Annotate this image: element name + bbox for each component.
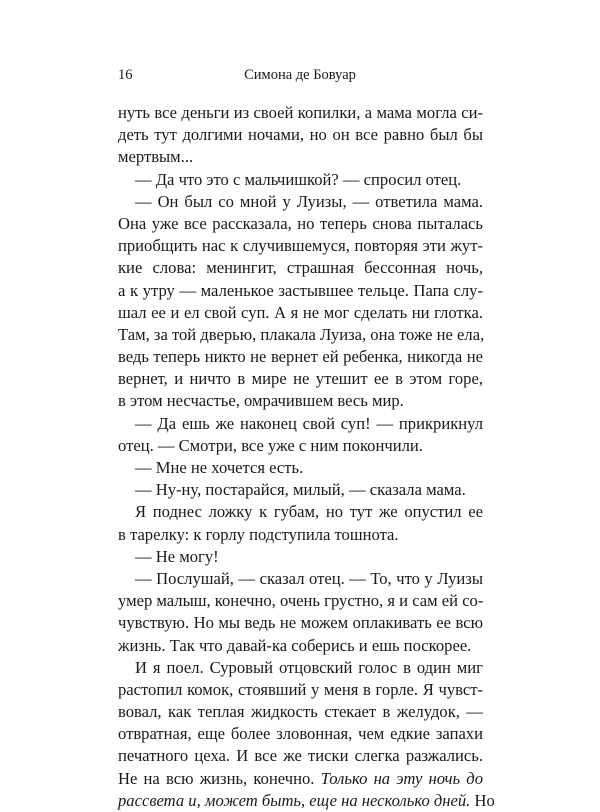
text-line: [118, 612, 483, 634]
text-line: [118, 257, 483, 279]
line-text: вернет, и ничто в мире не утешит ее в этом горе,: [118, 369, 483, 389]
line-text: нуть все деньги из своей копилки, а мама могла си-: [118, 103, 483, 122]
text-line: [118, 146, 483, 168]
text-line: [118, 701, 483, 723]
text-line: [118, 213, 483, 235]
line-text: — Да что это с мальчишкой? — спросил отец.: [135, 169, 462, 189]
line-text: Там, за той дверью, плакала Луиза, она тоже не ела,: [118, 324, 485, 344]
text-line: [118, 501, 483, 523]
line-text: отвратная, еще более зловонная, чем едкие запахи: [118, 724, 483, 744]
text-line: [118, 169, 483, 191]
line-text: в этом несчастье, омрачившем весь мир.: [118, 391, 404, 411]
running-title: Симона де Бовуар: [244, 67, 356, 83]
line-text: деть тут долгими ночами, но он все равно был бы: [118, 125, 483, 145]
text-line: [118, 745, 483, 767]
text-line: [118, 346, 483, 368]
text-line: [118, 768, 483, 790]
text-line: [118, 324, 483, 346]
text-line: [118, 457, 483, 479]
text-line: [118, 191, 483, 213]
text-line: [118, 657, 483, 679]
text-line: [118, 546, 483, 568]
line-text: кие слова: менингит, страшная бессонная ночь,: [118, 258, 483, 278]
line-text: Не на всю жизнь, конечно.: [118, 768, 321, 788]
line-text: приобщить нас к случившемуся, повторяя эти жут-: [118, 236, 483, 256]
line-text: Я поднес ложку к губам, но тут же опустил ее: [135, 502, 483, 522]
text-line: [118, 390, 483, 412]
line-tail: Но: [470, 790, 495, 810]
line-text: умер малыш, конечно, очень грустно, я и сам ей со-: [118, 591, 484, 611]
text-line: [118, 280, 483, 302]
text-line: [118, 368, 483, 390]
line-text: — Послушай, — сказал отец. — То, что у Луизы: [135, 568, 483, 588]
text-line: [118, 524, 483, 546]
text-line: [118, 124, 483, 146]
text-line: [118, 102, 483, 124]
line-text: — Он был со мной у Луизы, — ответила мама.: [135, 191, 483, 211]
text-line: [118, 723, 483, 745]
text-line: [118, 435, 483, 457]
text-line: [118, 790, 495, 812]
line-text: — Не могу!: [135, 546, 219, 566]
text-line: [118, 635, 483, 657]
line-text: печатного цеха. И все же тиски слегка разжались.: [118, 746, 483, 766]
line-text: в тарелку: к горлу подступила тошнота.: [118, 524, 399, 544]
line-text: а к утру — маленькое застывшее тельце. Папа слу-: [118, 280, 483, 300]
body-text: [118, 102, 495, 812]
line-text: отец. — Смотри, все уже с ним покончили.: [118, 435, 423, 455]
line-text: — Мне не хочется есть.: [135, 458, 304, 477]
line-text: вовал, как теплая жидкость стекает в желудок, —: [118, 702, 483, 722]
text-line: [118, 235, 483, 257]
italic-text: рассвета и, может быть, еще на несколько дней.: [118, 790, 471, 810]
text-line: [118, 568, 483, 590]
text-line: [118, 302, 483, 324]
line-text: мертвым...: [118, 147, 194, 167]
text-line: [118, 679, 483, 701]
line-text: — Ну-ну, постарайся, милый, — сказала мама.: [135, 480, 466, 500]
line-text: шал ее и ел свой суп. А я не мог сделать ни глотка.: [118, 302, 483, 322]
text-line: [118, 413, 483, 435]
line-text: Она уже все рассказала, но теперь снова пыталась: [118, 213, 483, 233]
page-number: 16: [118, 67, 133, 83]
text-line: [118, 590, 483, 612]
line-text: — Да ешь же наконец свой суп! — прикрикнул: [135, 413, 483, 433]
line-text: жизнь. Так что давай-ка соберись и ешь поскорее.: [118, 635, 472, 655]
italic-text: Только на эту ночь до: [320, 768, 484, 788]
line-text: растопил комок, стоявший у меня в горле. Я чувст-: [118, 679, 483, 699]
line-text: И я поел. Суровый отцовский голос в один миг: [135, 657, 483, 677]
text-line: [118, 479, 483, 501]
line-text: чувствую. Но мы ведь не можем оплакивать ее всю: [118, 613, 483, 633]
line-text: ведь теперь никто не вернет ей ребенка, никогда не: [118, 347, 483, 367]
